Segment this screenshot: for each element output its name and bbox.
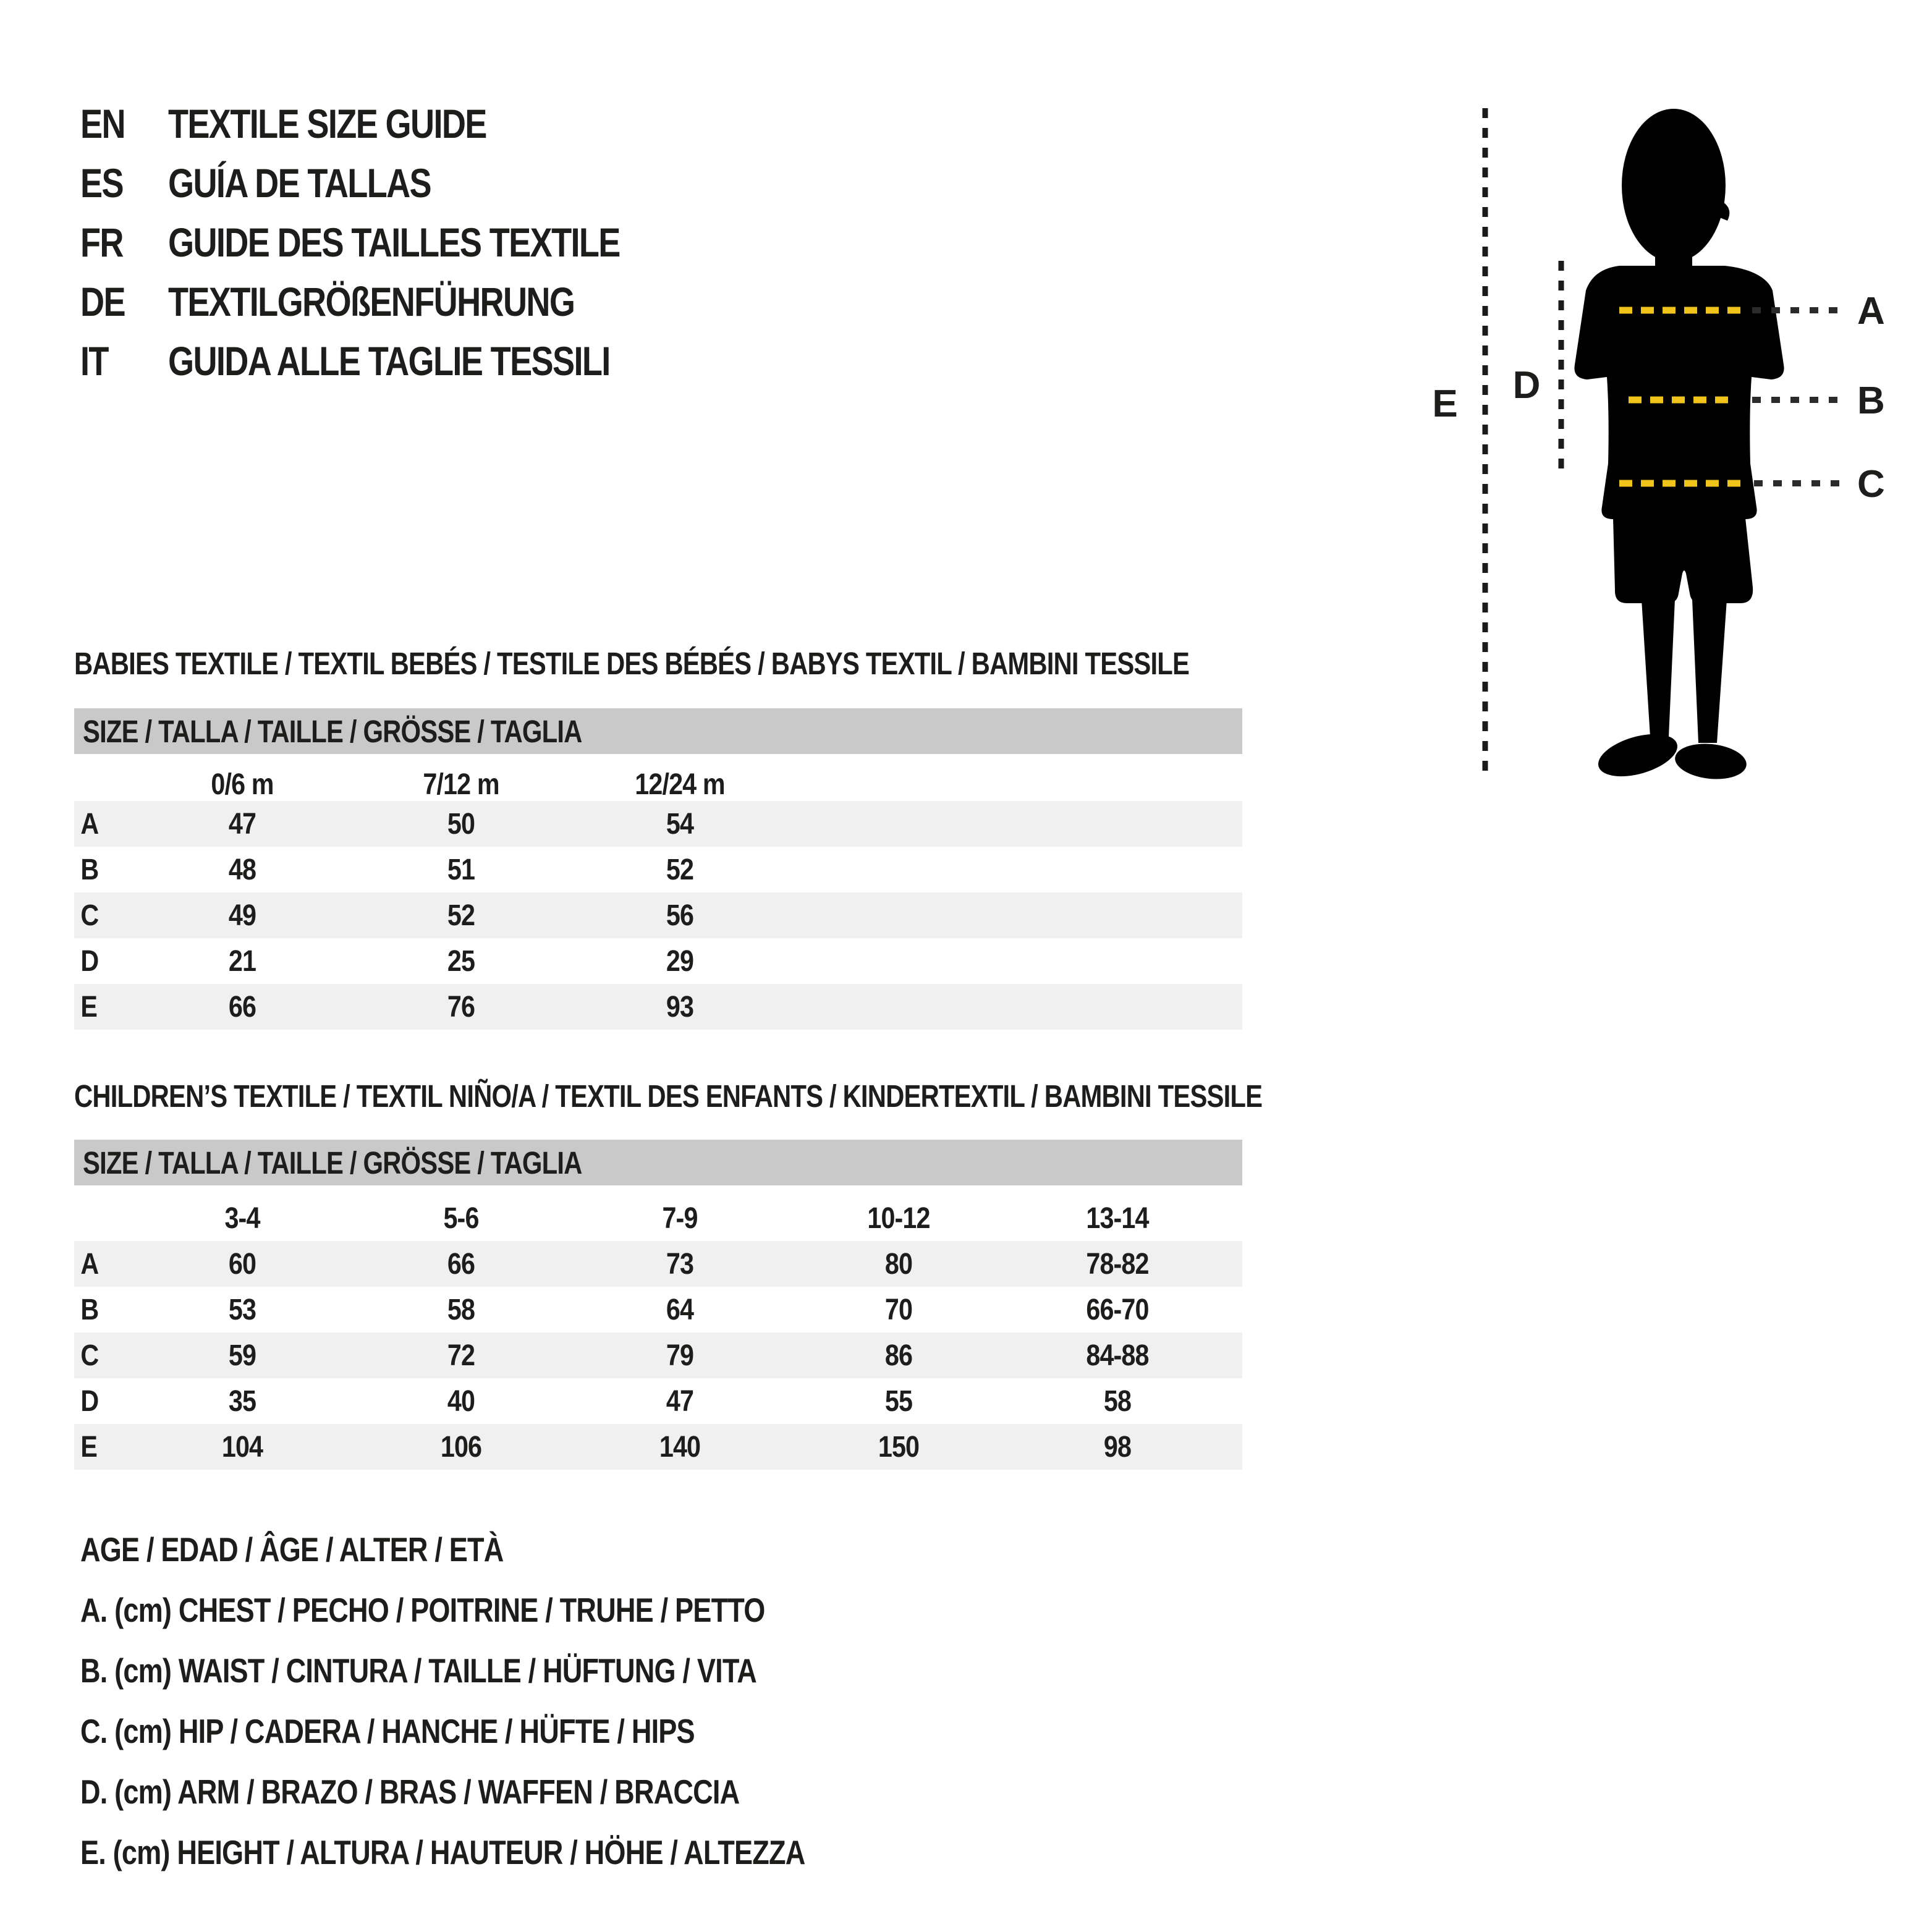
language-guide-title: TEXTILE SIZE GUIDE bbox=[168, 101, 486, 146]
children-size-header-bar: SIZE / TALLA / TAILLE / GRÖSSE / TAGLIA bbox=[74, 1140, 1242, 1185]
size-value: 55 bbox=[884, 1384, 913, 1418]
language-guide-title: GUIDA ALLE TAGLIE TESSILI bbox=[168, 338, 610, 384]
row-letter: E bbox=[80, 1430, 98, 1464]
table-row bbox=[74, 1378, 1242, 1424]
column-header: 5-6 bbox=[443, 1201, 479, 1235]
size-value: 59 bbox=[228, 1339, 256, 1372]
legend-items bbox=[80, 1580, 964, 1883]
language-code: DE bbox=[80, 279, 125, 324]
child-silhouette bbox=[1574, 109, 1784, 784]
column-header: 10-12 bbox=[867, 1201, 930, 1235]
figure-label-d: D bbox=[1512, 364, 1541, 407]
row-letter: B bbox=[80, 1293, 100, 1326]
language-code: EN bbox=[80, 101, 125, 146]
legend-age-line: AGE / EDAD / ÂGE / ALTER / ETÀ bbox=[80, 1530, 504, 1569]
size-value: 52 bbox=[666, 853, 694, 886]
babies-size-header-bar: SIZE / TALLA / TAILLE / GRÖSSE / TAGLIA bbox=[74, 708, 1242, 754]
legend-item: B. (cm) WAIST / CINTURA / TAILLE / HÜFTUNG / VITA bbox=[80, 1651, 756, 1690]
row-letter: C bbox=[80, 899, 100, 932]
size-value: 80 bbox=[884, 1247, 913, 1281]
table-row bbox=[74, 801, 1242, 847]
size-value: 66-70 bbox=[1086, 1293, 1149, 1326]
size-value: 72 bbox=[447, 1339, 475, 1372]
size-measurement-figure bbox=[1415, 93, 1910, 791]
size-value: 66 bbox=[228, 990, 256, 1023]
row-letter: C bbox=[80, 1339, 100, 1372]
size-value: 40 bbox=[447, 1384, 475, 1418]
language-code: ES bbox=[80, 160, 123, 206]
column-header: 13-14 bbox=[1086, 1201, 1149, 1235]
language-row bbox=[80, 331, 719, 391]
row-letter: D bbox=[80, 1384, 100, 1418]
size-value: 78-82 bbox=[1086, 1247, 1149, 1281]
size-value: 51 bbox=[447, 853, 475, 886]
size-value: 140 bbox=[659, 1430, 701, 1464]
babies-section-title: BABIES TEXTILE / TEXTIL BEBÉS / TESTILE DES BÉBÉS / BABYS TEXTIL / BAMBINI TESSILE bbox=[74, 645, 1190, 681]
measurement-legend bbox=[80, 1519, 964, 1883]
row-letter: A bbox=[80, 1247, 100, 1281]
babies-table bbox=[74, 801, 1242, 1030]
figure-label-b: B bbox=[1857, 379, 1885, 422]
size-value: 54 bbox=[666, 807, 694, 841]
children-section-title: CHILDREN’S TEXTILE / TEXTIL NIÑO/A / TEXTIL DES ENFANTS / KINDERTEXTIL / BAMBINI TESSILE bbox=[74, 1078, 1263, 1114]
legend-item: D. (cm) ARM / BRAZO / BRAS / WAFFEN / BRACCIA bbox=[80, 1773, 740, 1811]
children-table bbox=[74, 1241, 1242, 1470]
language-row bbox=[80, 94, 719, 153]
row-letter: D bbox=[80, 944, 100, 978]
column-header: 0/6 m bbox=[211, 768, 274, 801]
size-value: 56 bbox=[666, 899, 694, 932]
size-value: 70 bbox=[884, 1293, 913, 1326]
size-value: 58 bbox=[447, 1293, 475, 1326]
language-guide-title: TEXTILGRÖßENFÜHRUNG bbox=[168, 279, 575, 324]
language-code: IT bbox=[80, 338, 108, 384]
column-header: 3-4 bbox=[224, 1201, 260, 1235]
column-header: 7-9 bbox=[662, 1201, 698, 1235]
size-value: 47 bbox=[666, 1384, 694, 1418]
size-value: 47 bbox=[228, 807, 256, 841]
column-header: 7/12 m bbox=[423, 768, 499, 801]
table-row bbox=[74, 938, 1242, 984]
size-value: 73 bbox=[666, 1247, 694, 1281]
size-value: 76 bbox=[447, 990, 475, 1023]
language-row bbox=[80, 272, 719, 331]
size-value: 98 bbox=[1103, 1430, 1132, 1464]
children-column-headers bbox=[74, 1200, 1242, 1236]
table-row bbox=[74, 1332, 1242, 1378]
figure-label-a: A bbox=[1857, 290, 1885, 333]
legend-item: C. (cm) HIP / CADERA / HANCHE / HÜFTE / HIPS bbox=[80, 1712, 695, 1750]
table-row bbox=[74, 1287, 1242, 1332]
size-value: 150 bbox=[878, 1430, 920, 1464]
language-guide-title: GUIDE DES TAILLES TEXTILE bbox=[168, 219, 620, 265]
size-value: 93 bbox=[666, 990, 694, 1023]
size-value: 104 bbox=[221, 1430, 263, 1464]
size-value: 79 bbox=[666, 1339, 694, 1372]
column-header: 12/24 m bbox=[635, 768, 725, 801]
size-value: 86 bbox=[884, 1339, 913, 1372]
language-row bbox=[80, 153, 719, 213]
size-value: 58 bbox=[1103, 1384, 1132, 1418]
size-value: 60 bbox=[228, 1247, 256, 1281]
size-value: 106 bbox=[440, 1430, 482, 1464]
size-value: 53 bbox=[228, 1293, 256, 1326]
size-value: 35 bbox=[228, 1384, 256, 1418]
figure-label-e: E bbox=[1432, 383, 1458, 425]
size-value: 66 bbox=[447, 1247, 475, 1281]
size-value: 49 bbox=[228, 899, 256, 932]
language-row bbox=[80, 213, 719, 272]
size-value: 84-88 bbox=[1086, 1339, 1149, 1372]
language-code: FR bbox=[80, 219, 123, 265]
language-guide-title: GUÍA DE TALLAS bbox=[168, 160, 431, 206]
size-value: 48 bbox=[228, 853, 256, 886]
legend-item: A. (cm) CHEST / PECHO / POITRINE / TRUHE / PETTO bbox=[80, 1591, 765, 1629]
table-row bbox=[74, 1424, 1242, 1470]
figure-label-c: C bbox=[1857, 463, 1885, 506]
size-value: 64 bbox=[666, 1293, 694, 1326]
size-value: 25 bbox=[447, 944, 475, 978]
legend-item: E. (cm) HEIGHT / ALTURA / HAUTEUR / HÖHE / ALTEZZA bbox=[80, 1833, 805, 1871]
row-letter: B bbox=[80, 853, 100, 886]
size-value: 29 bbox=[666, 944, 694, 978]
size-value: 52 bbox=[447, 899, 475, 932]
table-row bbox=[74, 1241, 1242, 1287]
language-title-list bbox=[80, 94, 719, 391]
table-row bbox=[74, 892, 1242, 938]
size-value: 21 bbox=[228, 944, 256, 978]
table-row bbox=[74, 847, 1242, 892]
babies-column-headers bbox=[74, 766, 1242, 802]
row-letter: A bbox=[80, 807, 100, 841]
size-value: 50 bbox=[447, 807, 475, 841]
table-row bbox=[74, 984, 1242, 1030]
row-letter: E bbox=[80, 990, 98, 1023]
